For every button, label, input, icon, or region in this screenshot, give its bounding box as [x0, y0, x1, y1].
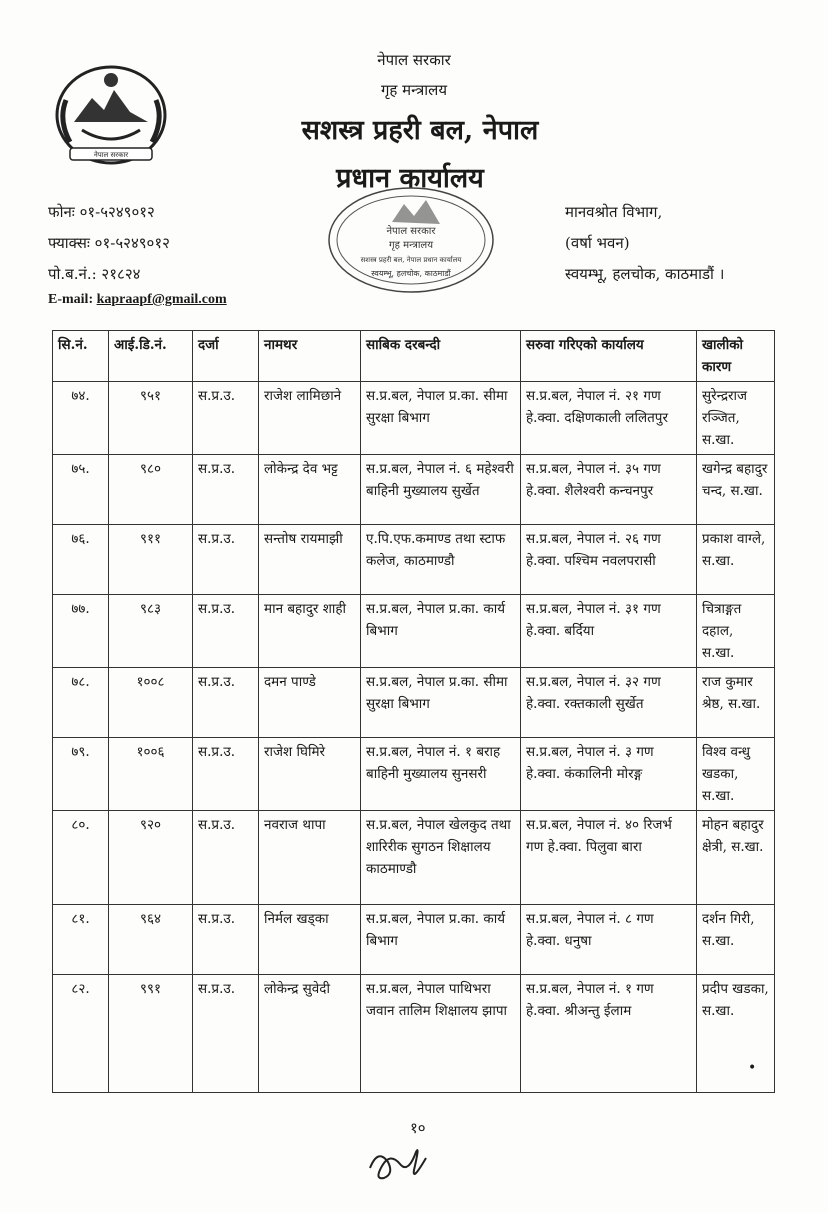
cell-rank: स.प्र.उ.: [193, 738, 259, 811]
table-row: [53, 595, 775, 668]
nepal-emblem-icon: [52, 60, 170, 170]
header-sn: सि.नं.: [53, 331, 109, 382]
cell-name: सन्तोष रायमाझी: [259, 525, 361, 595]
transfer-table: [52, 330, 775, 1093]
ministry-title: गृह मन्त्रालय: [380, 81, 448, 99]
cell-transfer: स.प्र.बल, नेपाल नं. ३१ गण हे.क्वा. बर्दिया: [521, 595, 697, 668]
cell-id: ९११: [109, 525, 193, 595]
cell-rank: स.प्र.उ.: [193, 668, 259, 738]
cell-name: लोकेन्द्र देव भट्ट: [259, 455, 361, 525]
emblem-text: नेपाल सरकार: [93, 151, 129, 159]
cell-reason: चित्राङ्गत दहाल, स.खा.: [697, 595, 775, 668]
cell-sn: ८०.: [53, 811, 109, 905]
table-row: [53, 455, 775, 525]
cell-rank: स.प्र.उ.: [193, 455, 259, 525]
cell-id: ९८३: [109, 595, 193, 668]
table-header-row: [53, 331, 775, 382]
table-row: [53, 975, 775, 1093]
cell-sn: ७५.: [53, 455, 109, 525]
table-row: [53, 668, 775, 738]
header-transfer: सरुवा गरिएको कार्यालय: [521, 331, 697, 382]
cell-reason: विश्व वन्धु खडका, स.खा.: [697, 738, 775, 811]
cell-reason: राज कुमार श्रेष्ठ, स.खा.: [697, 668, 775, 738]
page-number: १०: [410, 1119, 426, 1137]
cell-transfer: स.प्र.बल, नेपाल नं. २६ गण हे.क्वा. पश्चिम नवलपरासी: [521, 525, 697, 595]
cell-transfer: स.प्र.बल, नेपाल नं. ३२ गण हे.क्वा. रक्तकाली सुर्खेत: [521, 668, 697, 738]
government-title: नेपाल सरकार: [377, 51, 451, 69]
cell-previous: स.प्र.बल, नेपाल पाथिभरा जवान तालिम शिक्षालय झापा: [361, 975, 521, 1093]
cell-name: लोकेन्द्र सुवेदी: [259, 975, 361, 1093]
cell-id: ९२०: [109, 811, 193, 905]
table-row: [53, 738, 775, 811]
stamp-line-3: सशस्त्र प्रहरी बल, नेपाल प्रधान कार्यालय: [360, 256, 462, 264]
table-row: [53, 811, 775, 905]
cell-name: मान बहादुर शाही: [259, 595, 361, 668]
cell-previous: स.प्र.बल, नेपाल नं. १ बराह बाहिनी मुख्यालय सुनसरी: [361, 738, 521, 811]
stamp-line-4: स्वयम्भू, हलचोक, काठमाडौं: [371, 269, 451, 278]
department-building: (वर्षा भवन): [565, 234, 630, 252]
cell-name: राजेश घिमिरे: [259, 738, 361, 811]
table-row: [53, 382, 775, 455]
header-previous: साबिक दरबन्दी: [361, 331, 521, 382]
header-id: आई.डि.नं.: [109, 331, 193, 382]
fax-number: फ्याक्सः ०१-५२४९०१२: [48, 234, 170, 252]
header-reason: खालीको कारण: [697, 331, 775, 382]
department-address: स्वयम्भू, हलचोक, काठमाडौं ।: [565, 265, 725, 283]
cell-reason: सुरेन्द्रराज रञ्जित, स.खा.: [697, 382, 775, 455]
cell-previous: स.प्र.बल, नेपाल खेलकुद तथा शारिरीक सुगठन शिक्षालय काठमाण्डौ: [361, 811, 521, 905]
cell-previous: स.प्र.बल, नेपाल प्र.का. सीमा सुरक्षा बिभाग: [361, 668, 521, 738]
cell-name: नवराज थापा: [259, 811, 361, 905]
cell-rank: स.प्र.उ.: [193, 811, 259, 905]
cell-transfer: स.प्र.बल, नेपाल नं. ४० रिजर्भ गण हे.क्वा. पिलुवा बारा: [521, 811, 697, 905]
cell-sn: ८१.: [53, 905, 109, 975]
cell-reason: प्रकाश वाग्ले, स.खा.: [697, 525, 775, 595]
cell-rank: स.प्र.उ.: [193, 595, 259, 668]
cell-reason: दर्शन गिरी, स.खा.: [697, 905, 775, 975]
cell-previous: स.प्र.बल, नेपाल प्र.का. कार्य बिभाग: [361, 905, 521, 975]
table-row: [53, 905, 775, 975]
cell-previous: स.प्र.बल, नेपाल प्र.का. कार्य बिभाग: [361, 595, 521, 668]
header-name: नामथर: [259, 331, 361, 382]
footer-mark: •: [748, 1060, 757, 1076]
cell-sn: ७४.: [53, 382, 109, 455]
cell-id: ९६४: [109, 905, 193, 975]
stamp-line-2: गृह मन्त्रालय: [388, 240, 434, 251]
cell-rank: स.प्र.उ.: [193, 525, 259, 595]
cell-sn: ७८.: [53, 668, 109, 738]
organization-title: सशस्त्र प्रहरी बल, नेपाल: [301, 115, 539, 146]
cell-id: ९९१: [109, 975, 193, 1093]
email-line: [48, 292, 227, 308]
cell-name: दमन पाण्डे: [259, 668, 361, 738]
cell-sn: ७७.: [53, 595, 109, 668]
cell-sn: ८२.: [53, 975, 109, 1093]
office-stamp: [322, 182, 500, 298]
stamp-line-1: नेपाल सरकार: [386, 226, 436, 237]
department-name: मानवश्रोत विभाग,: [565, 203, 663, 221]
header-rank: दर्जा: [193, 331, 259, 382]
office-title: प्रधान कार्यालय: [336, 163, 484, 194]
cell-name: राजेश लामिछाने: [259, 382, 361, 455]
cell-name: निर्मल खड्का: [259, 905, 361, 975]
cell-id: १००८: [109, 668, 193, 738]
cell-previous: ए.पि.एफ.कमाण्ड तथा स्टाफ कलेज, काठमाण्डौ: [361, 525, 521, 595]
cell-transfer: स.प्र.बल, नेपाल नं. २१ गण हे.क्वा. दक्षिणकाली ललितपुर: [521, 382, 697, 455]
cell-transfer: स.प्र.बल, नेपाल नं. ८ गण हे.क्वा. धनुषा: [521, 905, 697, 975]
cell-rank: स.प्र.उ.: [193, 975, 259, 1093]
cell-id: ९८०: [109, 455, 193, 525]
cell-previous: स.प्र.बल, नेपाल प्र.का. सीमा सुरक्षा बिभाग: [361, 382, 521, 455]
table-row: [53, 525, 775, 595]
cell-id: ९५१: [109, 382, 193, 455]
cell-id: १००६: [109, 738, 193, 811]
cell-transfer: स.प्र.बल, नेपाल नं. ३ गण हे.क्वा. कंकालिनी मोरङ्ग: [521, 738, 697, 811]
signature-icon: [360, 1128, 440, 1188]
cell-rank: स.प्र.उ.: [193, 905, 259, 975]
po-box: पो.ब.नं.: २१८२४: [48, 265, 141, 283]
phone-number: फोनः ०१-५२४९०१२: [48, 203, 155, 221]
cell-reason: खगेन्द्र बहादुर चन्द, स.खा.: [697, 455, 775, 525]
cell-transfer: स.प्र.बल, नेपाल नं. १ गण हे.क्वा. श्रीअन्तु ईलाम: [521, 975, 697, 1093]
cell-reason: प्रदीप खडका, स.खा.: [697, 975, 775, 1093]
cell-transfer: स.प्र.बल, नेपाल नं. ३५ गण हे.क्वा. शैलेश्वरी कन्चनपुर: [521, 455, 697, 525]
email-label: E-mail:: [48, 292, 94, 307]
email-link[interactable]: kapraapf@gmail.com: [96, 292, 227, 307]
cell-rank: स.प्र.उ.: [193, 382, 259, 455]
cell-sn: ७९.: [53, 738, 109, 811]
cell-reason: मोहन बहादुर क्षेत्री, स.खा.: [697, 811, 775, 905]
cell-previous: स.प्र.बल, नेपाल नं. ६ महेश्वरी बाहिनी मुख्यालय सुर्खेत: [361, 455, 521, 525]
cell-sn: ७६.: [53, 525, 109, 595]
